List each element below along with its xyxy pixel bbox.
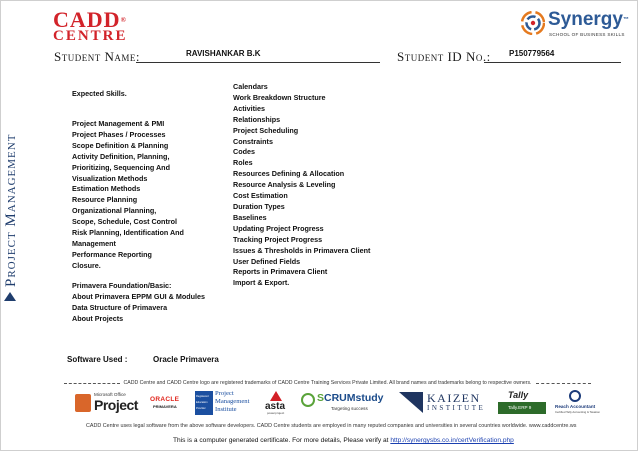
syllabus-item: Closure. <box>72 260 101 270</box>
dashed-divider <box>64 383 120 384</box>
syllabus-item: Updating Project Progress <box>233 223 324 233</box>
verification-link[interactable]: http://synergysbs.co.in/certVerification.php <box>390 437 514 444</box>
student-id-value: P150779564 <box>509 49 555 58</box>
reach-ring-icon <box>569 390 581 402</box>
syllabus-item: Data Structure of Primavera <box>72 302 168 312</box>
syllabus-item: Relationships <box>233 114 281 124</box>
syllabus-item: Activities <box>233 103 265 113</box>
syllabus-item: Reports in Primavera Client <box>233 267 328 277</box>
pmi-logo: Registered Education Provider Project Management Institute <box>196 390 250 413</box>
legal-notice: CADD Centre uses legal software from the above software developers. CADD Centre students are employed in many reputed companies and universities in several countries worldwide. www.caddcentre.ws <box>86 423 577 429</box>
partner-logos <box>75 390 600 416</box>
syllabus-item: Duration Types <box>233 201 285 211</box>
syllabus-item: Resources Defining & Allocation <box>233 169 345 179</box>
synergy-logo: Synergy™ SCHOOL OF BUSINESS SKILLS <box>521 9 633 45</box>
syllabus-item: Codes <box>233 147 255 157</box>
syllabus-item: Management <box>72 238 116 248</box>
syllabus-left-heading <box>72 89 127 100</box>
oracle-primavera-logo: ORACLE PRIMAVERA <box>150 396 180 409</box>
syllabus-item: About Primavera EPPM GUI & Modules <box>72 291 205 301</box>
syllabus-item: Constraints <box>233 136 273 146</box>
syllabus-item: Project Phases / Processes <box>72 129 166 139</box>
syllabus-item: Project Management & PMI <box>72 119 165 128</box>
syllabus-left-list <box>72 119 184 272</box>
syllabus-item: Activity Definition, Planning, <box>72 151 170 161</box>
syllabus-item: Expected Skills. <box>72 89 127 98</box>
triangle-marker-icon <box>4 292 16 301</box>
syllabus-item: Risk Planning, Identification And <box>72 228 184 238</box>
syllabus-item: Baselines <box>233 212 267 222</box>
syllabus-item: Cost Estimation <box>233 191 288 201</box>
cadd-centre-logo: CADD® CENTRE <box>53 7 128 44</box>
syllabus-item: User Defined Fields <box>233 256 301 266</box>
student-id-label: Student ID No.: <box>397 49 491 64</box>
syllabus-item: Roles <box>233 158 253 168</box>
scrumstudy-logo: SCRUMstudy Targeting success <box>301 390 385 416</box>
syllabus-item: Work Breakdown Structure <box>233 92 326 102</box>
student-id-underline <box>484 62 621 63</box>
software-used-label: Software Used : <box>67 355 128 364</box>
student-name-value: RAVISHANKAR B.K <box>186 49 261 58</box>
syllabus-item: Estimation Methods <box>72 184 141 194</box>
dashed-divider <box>536 383 592 384</box>
syllabus-item: Performance Reporting <box>72 249 152 259</box>
microsoft-project-logo: Microsoft Office Project <box>75 390 139 416</box>
asta-logo: asta powerproject <box>263 390 293 416</box>
synergy-emblem-icon <box>521 11 545 35</box>
subject-vertical-title: Project Management <box>3 134 20 301</box>
syllabus-item: Calendars <box>233 82 268 91</box>
syllabus-item: Project Scheduling <box>233 125 299 135</box>
synergy-tagline: SCHOOL OF BUSINESS SKILLS <box>549 32 625 37</box>
kaizen-institute-logo: KAIZEN INSTITUTE <box>399 390 491 416</box>
asta-triangle-icon <box>270 391 282 401</box>
student-name-underline <box>136 62 380 63</box>
pmi-rep-badge-icon: Registered Education Provider <box>195 391 213 415</box>
syllabus-right-list <box>233 82 370 289</box>
syllabus-item: Visualization Methods <box>72 173 148 183</box>
syllabus-item: Import & Export. <box>233 278 290 288</box>
kaizen-mark-icon <box>399 392 423 413</box>
syllabus-item: Resource Analysis & Leveling <box>233 180 336 190</box>
syllabus-item: Organizational Planning, <box>72 206 157 216</box>
trademark-text: CADD Centre and CADD Centre logo are registered trademarks of CADD Centre Training Services Private Limited. All brand names and trademarks belong to respective owners. <box>123 380 532 386</box>
syllabus-item: Resource Planning <box>72 195 138 205</box>
student-name-label: Student Name: <box>54 49 140 64</box>
verification-notice <box>173 437 514 444</box>
syllabus-item: Scope Definition & Planning <box>72 140 169 150</box>
syllabus-item: Scope, Schedule, Cost Control <box>72 217 178 227</box>
syllabus-primavera-basics <box>72 281 205 325</box>
reach-accountant-logo: Reach Accountant Certified Tally Accounting & Taxation <box>555 390 599 416</box>
syllabus-item: About Projects <box>72 313 124 323</box>
software-used-value: Oracle Primavera <box>153 355 219 364</box>
verification-text: This is a computer generated certificate. For more details, Please verify at <box>173 437 391 444</box>
ms-office-icon <box>75 394 91 412</box>
syllabus-item: Prioritizing, Sequencing And <box>72 162 170 172</box>
tally-logo: Tally Tally.ERP 9 <box>498 390 546 416</box>
scrum-check-icon <box>301 393 315 407</box>
syllabus-item: Primavera Foundation/Basic: <box>72 281 172 290</box>
synergy-logo-word: Synergy <box>548 9 623 30</box>
syllabus-item: Tracking Project Progress <box>233 234 323 244</box>
syllabus-item: Issues & Thresholds in Primavera Client <box>233 245 371 255</box>
trademark-notice <box>64 380 591 386</box>
